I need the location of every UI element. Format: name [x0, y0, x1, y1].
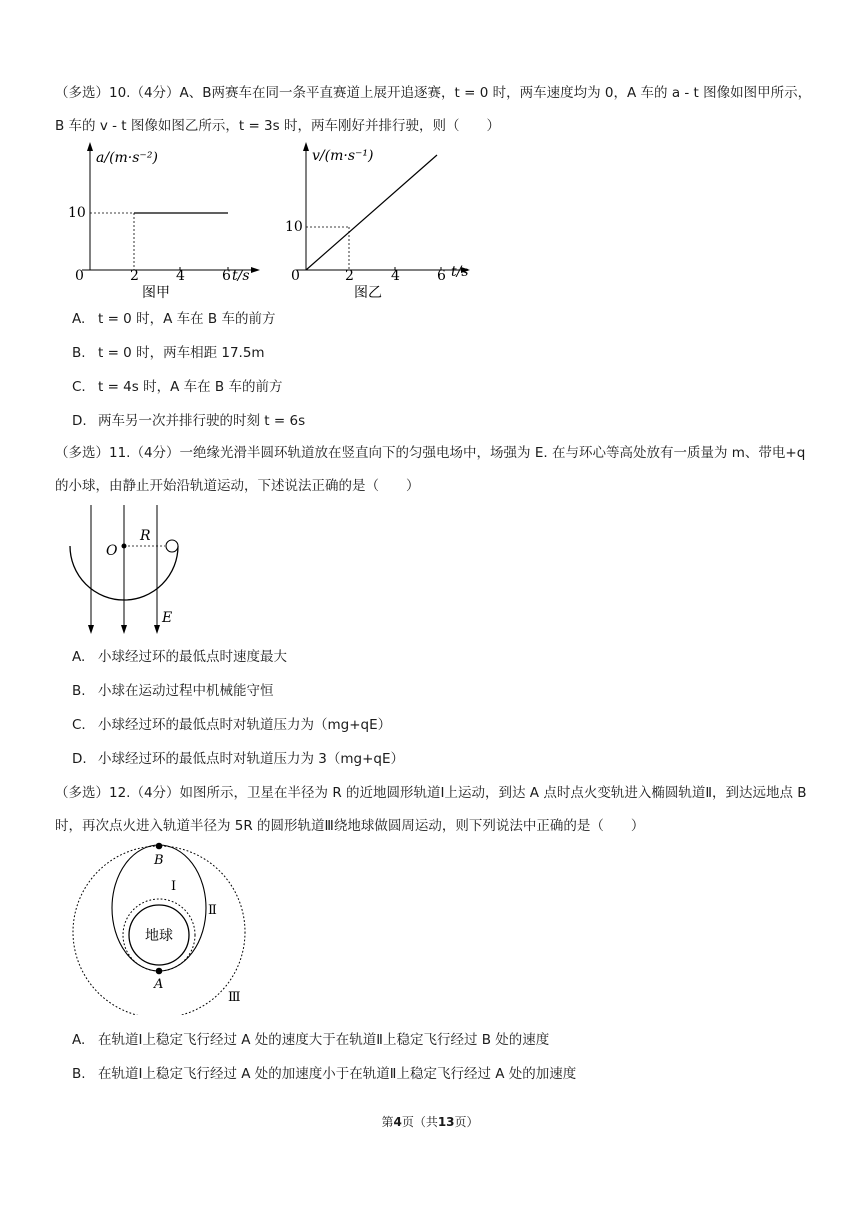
center-label: O	[106, 543, 118, 559]
page-total: 13	[437, 1115, 455, 1129]
graph-v-caption: 图乙	[354, 285, 382, 301]
q12-option-b: B. 在轨道Ⅰ上稳定飞行经过 A 处的加速度小于在轨道Ⅱ上稳定飞行经过 A 处的加速度	[72, 1066, 577, 1082]
orbit-1-label: Ⅰ	[171, 879, 177, 894]
q10-option-d: D. 两车另一次并排行驶的时刻 t = 6s	[72, 413, 306, 429]
q11-option-a: A. 小球经过环的最低点时速度最大	[72, 649, 287, 665]
graph-v-xtick-6: 6	[437, 268, 446, 284]
question-12-stem: （多选）12.（4分）如图所示，卫星在半径为 R 的近地圆形轨道Ⅰ上运动，到达 A 点时点火变轨进入椭圆轨道Ⅱ，到达远地点 B 时，再次点火进入轨道半径为 5R 的圆形轨道Ⅲ绕地球做圆周运动，则下列说法中正确的是（ ）	[55, 785, 807, 834]
orbit-3-label: Ⅲ	[228, 990, 241, 1005]
graph-a-t	[60, 140, 270, 305]
q11-option-b: B. 小球在运动过程中机械能守恒	[72, 683, 274, 699]
q11-option-d: D. 小球经过环的最低点时对轨道压力为 3（mg+qE）	[72, 751, 405, 767]
page-footer: 第4页（共13页）	[381, 1115, 479, 1129]
q10-option-a: A. t = 0 时，A 车在 B 车的前方	[72, 311, 276, 327]
question-10-stem: （多选）10.（4分）A、B两赛车在同一条平直赛道上展开追逐赛，t = 0 时，两车速度均为 0，A 车的 a - t 图像如图甲所示，B 车的 v - t 图像如图乙所示，t = 3s 时，两车刚好并排行驶，则（ ）	[55, 85, 812, 134]
graph-a-xtick-4: 4	[176, 268, 185, 284]
question-11-stem: （多选）11.（4分）一绝缘光滑半圆环轨道放在竖直向下的匀强电场中，场强为 E. 在与环心等高处放有一质量为 m、带电+q 的小球，由静止开始沿轨道运动，下述说法正确的是（ ）	[55, 445, 806, 494]
graph-a-xlabel: t/s	[232, 268, 250, 284]
graph-a-caption: 图甲	[142, 285, 170, 301]
earth-label: 地球	[145, 928, 173, 944]
point-b-label: B	[154, 853, 164, 868]
graph-a-ylabel: a/(m·s⁻²)	[96, 150, 158, 166]
graph-a-xtick-0: 0	[75, 268, 84, 284]
graph-a-xtick-2: 2	[130, 268, 139, 284]
page-number: 4	[393, 1115, 402, 1129]
graph-v-xtick-4: 4	[391, 268, 400, 284]
graph-v-ytick: 10	[285, 219, 303, 235]
point-a-label: A	[154, 977, 164, 992]
q10-option-c: C. t = 4s 时，A 车在 B 车的前方	[72, 379, 283, 395]
orbit-2-label: Ⅱ	[208, 903, 217, 918]
graph-v-ylabel: v/(m·s⁻¹)	[312, 148, 374, 164]
q12-option-a: A. 在轨道Ⅰ上稳定飞行经过 A 处的速度大于在轨道Ⅱ上稳定飞行经过 B 处的速度	[72, 1032, 550, 1048]
orbit-diagram	[60, 840, 260, 1015]
graph-a-ytick: 10	[68, 205, 86, 221]
field-label: E	[162, 610, 173, 626]
graph-v-xtick-2: 2	[345, 268, 354, 284]
graph-v-xtick-0: 0	[291, 268, 300, 284]
radius-label: R	[140, 528, 151, 544]
graph-v-t	[280, 140, 490, 305]
graph-v-xlabel: t/s	[451, 264, 469, 280]
q10-option-b: B. t = 0 时，两车相距 17.5m	[72, 345, 265, 361]
semicircle-track-diagram	[60, 500, 200, 640]
q11-option-c: C. 小球经过环的最低点时对轨道压力为（mg+qE）	[72, 717, 392, 733]
graph-a-xtick-6: 6	[222, 268, 231, 284]
